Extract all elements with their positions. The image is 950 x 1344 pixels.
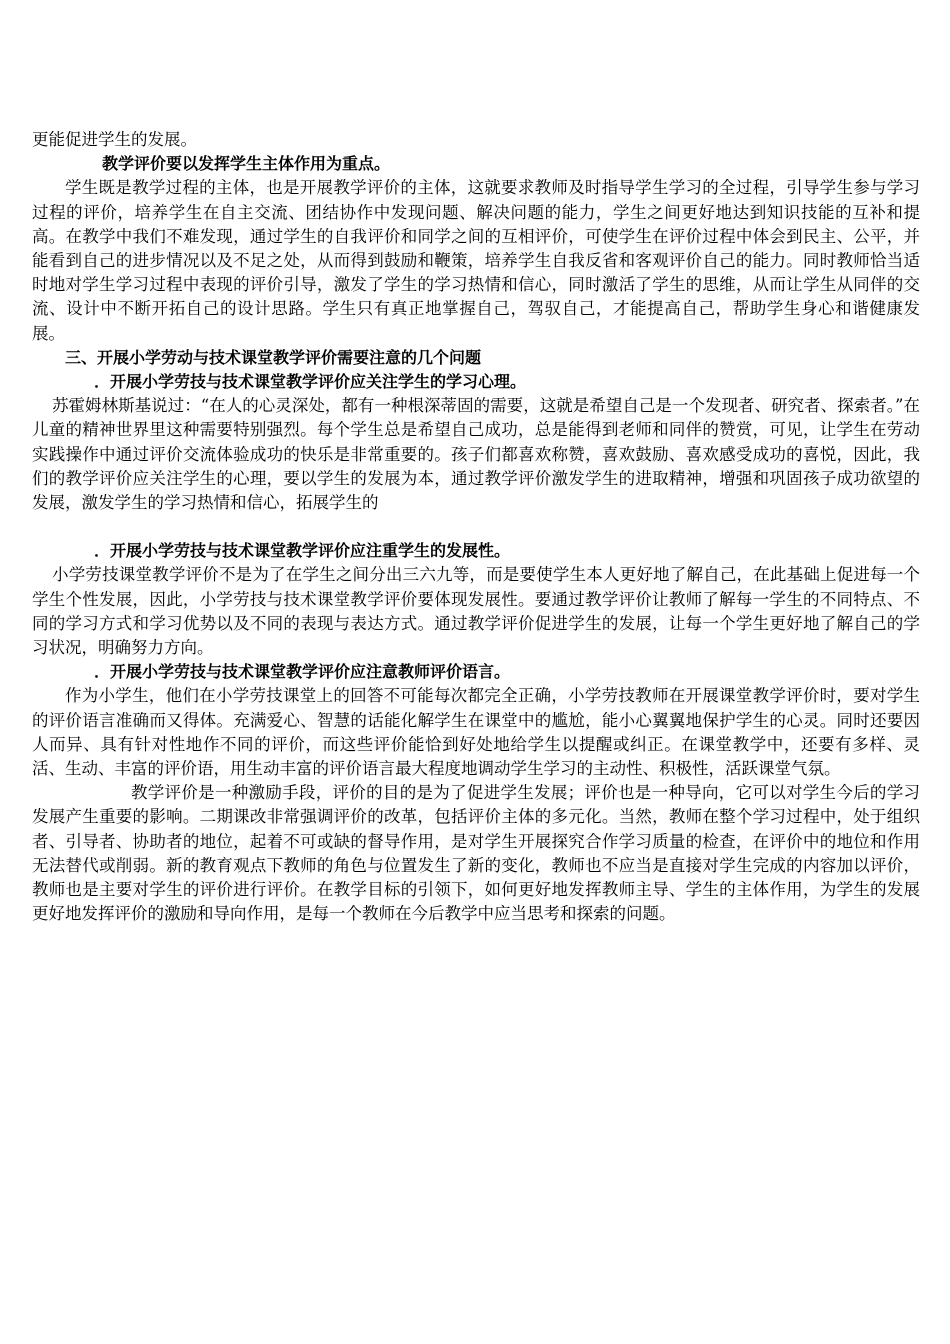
paragraph-development: 小学劳技课堂教学评价不是为了在学生之间分出三六九等，而是要使学生本人更好地了解自己，在此基础上促进每一个学生个性发展，因此，小学劳技与技术课堂教学评价要体现发展性。要通过教学评价让教师了解每一学生的不同特点、不同的学习方式和学习优势以及不同的表现与表达方式。通过教学评价促进学生的发展，让每一个学生更好地了解自己的学习状况，明确努力方向。 xyxy=(32,565,920,658)
paragraph-learning-psychology: 苏霍姆林斯基说过：“在人的心灵深处，都有一种根深蒂固的需要，这就是希望自己是一个发现者、研究者、探索者。”在儿童的精神世界里这种需要特别强烈。每个学生总是希望自己成功，总是能得到老师和同伴的赞赏，可见，让学生在劳动实践操作中通过评价交流体验成功的快乐是非常重要的。孩子们都喜欢称赞，喜欢鼓励、喜欢感受成功的喜悦，因此，我们的教学评价应关注学生的心理，要以学生的发展为本，通过教学评价激发学生的进取精神，增强和巩固孩子成功欲望的发展，激发学生的学习热情和信心，拓展学生的 xyxy=(32,396,920,513)
heading-development: ．开展小学劳技与技术课堂教学评价应注重学生的发展性。 xyxy=(94,541,511,561)
paragraph-evaluation-language: 作为小学生，他们在小学劳技课堂上的回答不可能每次都完全正确，小学劳技教师在开展课堂教学评价时，要对学生的评价语言准确而又得体。充满爱心、智慧的话能化解学生在课堂中的尴尬，能小心翼翼地保护学生的心灵。同时还要因人而异、具有针对性地作不同的评价，而这些评价能恰到好处地给学生以提醒或纠正。在课堂教学中，还要有多样、灵活、生动、丰富的评价语，用生动丰富的评价语言最大程度地调动学生学习的主动性、积极性，活跃课堂气氛。 xyxy=(32,686,920,779)
document-page xyxy=(32,128,920,927)
heading-section-3: 三、开展小学劳动与技术课堂教学评价需要注意的几个问题 xyxy=(65,347,482,367)
heading-learning-psychology: ．开展小学劳技与技术课堂教学评价应关注学生的学习心理。 xyxy=(94,372,527,392)
heading-student-subject: 教学评价要以发挥学生主体作用为重点。 xyxy=(102,154,391,174)
paragraph-continuation: 更能促进学生的发展。 xyxy=(32,130,197,149)
blank-line xyxy=(32,515,920,539)
paragraph-student-subject: 学生既是教学过程的主体，也是开展教学评价的主体，这就要求教师及时指导学生学习的全过程，引导学生参与学习过程的评价，培养学生在自主交流、团结协作中发现问题、解决问题的能力，学生之间更好地达到知识技能的互补和提高。在教学中我们不难发现，通过学生的自我评价和同学之间的互相评价，可使学生在评价过程中体会到民主、公平，并能看到自己的进步情况以及不足之处，从而得到鼓励和鞭策，培养学生自我反省和客观评价自己的能力。同时教师恰当适时地对学生学习过程中表现的评价引导，激发了学生的学习热情和信心，同时激活了学生的思维，从而让学生从同伴的交流、设计中不断开拓自己的设计思路。学生只有真正地掌握自己，驾驭自己，才能提高自己，帮助学生身心和谐健康发展。 xyxy=(32,178,920,343)
heading-evaluation-language: ．开展小学劳技与技术课堂教学评价应注意教师评价语言。 xyxy=(94,662,511,682)
paragraph-conclusion: 教学评价是一种激励手段，评价的目的是为了促进学生发展；评价也是一种导向，它可以对学生今后的学习发展产生重要的影响。二期课改非常强调评价的改革，包括评价主体的多元化。当然，教师在整个学习过程中，处于组织者、引导者、协助者的地位，起着不可或缺的督导作用，是对学生开展探究合作学习质量的检查，在评价中的地位和作用无法替代或削弱。新的教育观点下教师的角色与位置发生了新的变化，教师也不应当是直接对学生完成的内容加以评价，教师也是主要对学生的评价进行评价。在教学目标的引领下，如何更好地发挥教师主导、学生的主体作用，为学生的发展更好地发挥评价的激励和导向作用，是每一个教师在今后教学中应当思考和探索的问题。 xyxy=(32,783,920,924)
